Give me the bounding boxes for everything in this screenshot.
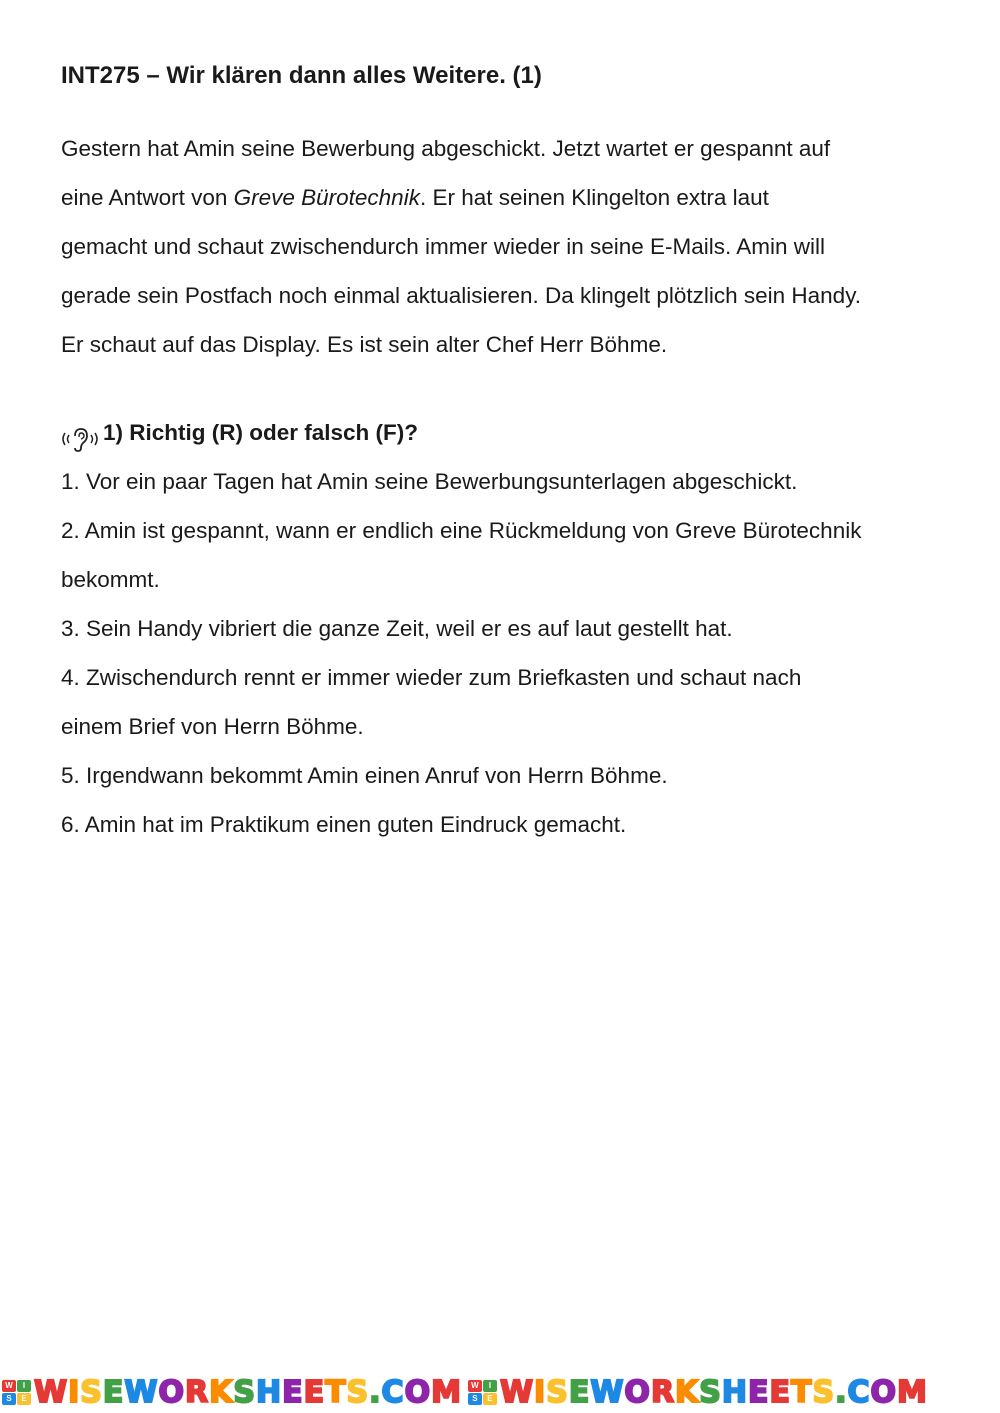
watermark-text: W I S E W O R K S H E E T S . C O M: [34, 1374, 462, 1410]
statement-item: [61, 506, 951, 604]
watermark-logo: W I S E: [2, 1380, 31, 1405]
statement-text: 1. Vor ein paar Tagen hat Amin seine Bewerbungsunterlagen abgeschickt.: [61, 469, 798, 494]
statement-text: 5. Irgendwann bekommt Amin einen Anruf von Herrn Böhme.: [61, 763, 668, 788]
statement-list: [61, 457, 951, 849]
watermark-text: W I S E W O R K S H E E T S . C O M: [499, 1374, 928, 1410]
exercise-heading-text: 1) Richtig (R) oder falsch (F)?: [103, 420, 418, 445]
story-line: eine Antwort von Greve Bürotechnik. Er hat seinen Klingelton extra laut: [61, 185, 769, 210]
statement-text: einem Brief von Herrn Böhme.: [61, 714, 364, 739]
statement-text: bekommt.: [61, 567, 160, 592]
story-line: Er schaut auf das Display. Es ist sein alter Chef Herr Böhme.: [61, 332, 668, 357]
story-line: gerade sein Postfach noch einmal aktualisieren. Da klingelt plötzlich sein Handy.: [61, 283, 862, 308]
statement-item: [61, 653, 951, 751]
statement-text: 2. Amin ist gespannt, wann er endlich eine Rückmeldung von Greve Bürotechnik: [61, 518, 862, 543]
statement-text: 3. Sein Handy vibriert die ganze Zeit, weil er es auf laut gestellt hat.: [61, 616, 733, 641]
statement-text: 4. Zwischendurch rennt er immer wieder zum Briefkasten und schaut nach: [61, 665, 802, 690]
statement-item: [61, 604, 951, 653]
statement-item: [61, 800, 951, 849]
watermark-footer: [0, 1372, 1000, 1413]
watermark-logo: W I S E: [468, 1380, 497, 1405]
statement-item: [61, 457, 951, 506]
exercise-heading: [59, 408, 418, 457]
page-title: INT275 – Wir klären dann alles Weitere. (1): [61, 62, 542, 89]
story-line: Gestern hat Amin seine Bewerbung abgeschickt. Jetzt wartet er gespannt auf: [61, 136, 831, 161]
watermark: [2, 1376, 462, 1410]
company-name: Greve Bürotechnik: [233, 185, 420, 210]
story-paragraph: [61, 124, 951, 369]
statement-text: 6. Amin hat im Praktikum einen guten Eindruck gemacht.: [61, 812, 627, 837]
statement-item: [61, 751, 951, 800]
story-line: gemacht und schaut zwischendurch immer wieder in seine E-Mails. Amin will: [61, 234, 826, 259]
watermark: [468, 1376, 928, 1410]
ear-listening-icon: [59, 420, 101, 446]
